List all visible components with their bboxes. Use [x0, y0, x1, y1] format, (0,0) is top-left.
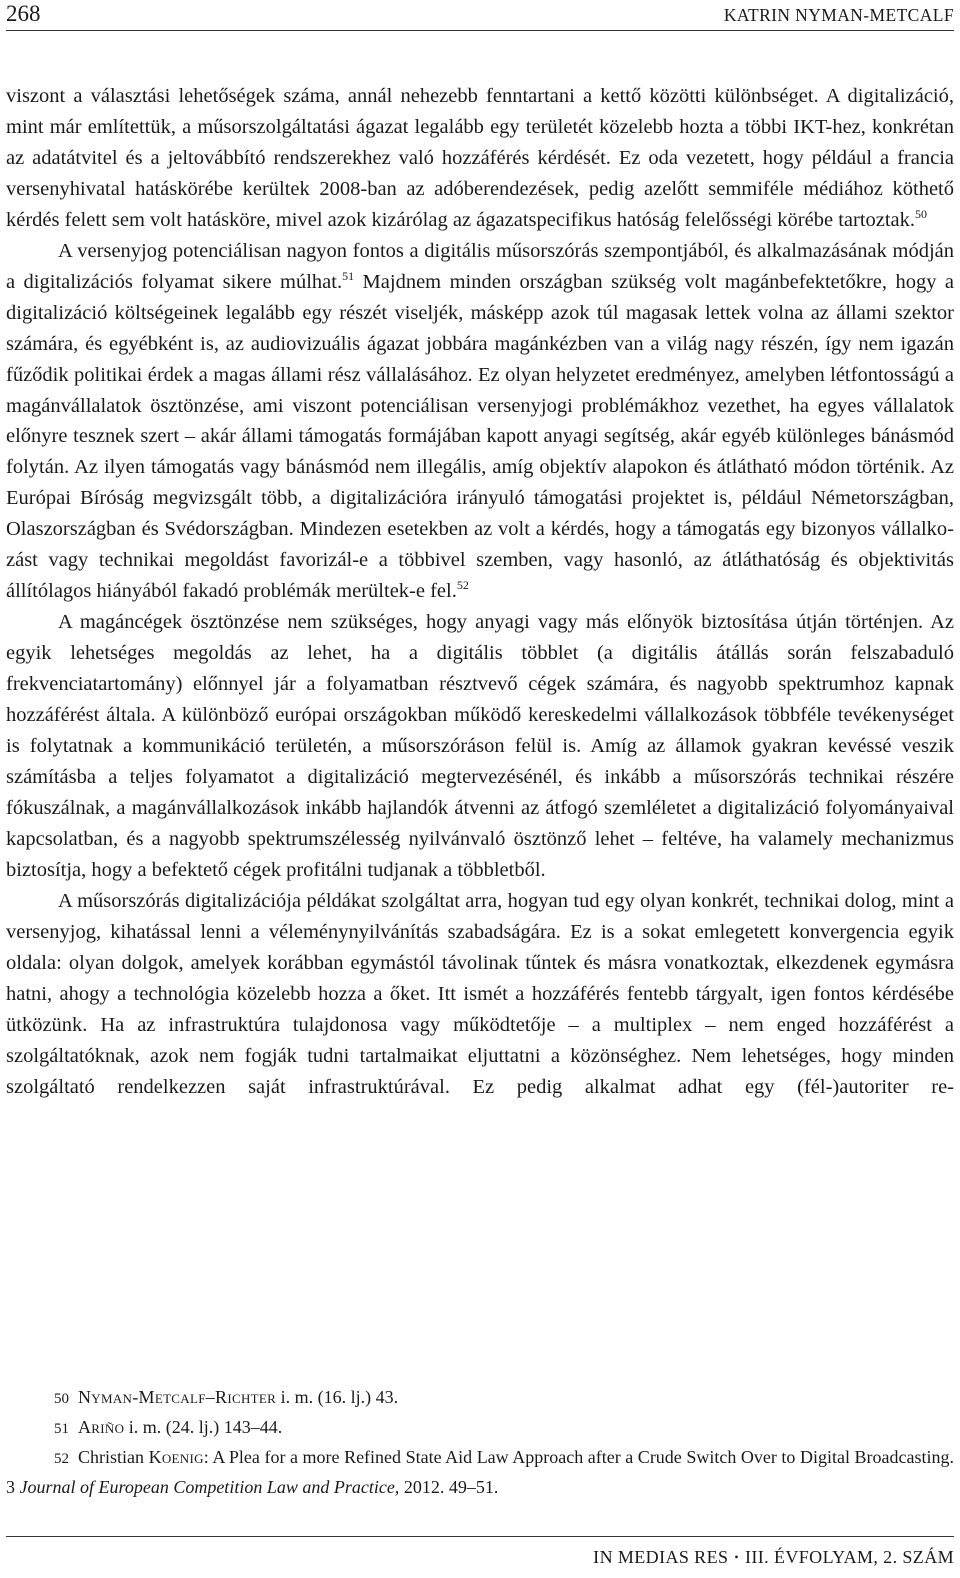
footnote-ref-50: 50	[915, 206, 928, 221]
footnote-number: 50	[54, 1391, 69, 1407]
footnote-text: Christian	[78, 1447, 149, 1467]
footnote-51	[6, 1413, 954, 1443]
footnote-number: 52	[54, 1451, 69, 1467]
footnote-author: Nyman-Metcalf–Richter	[78, 1387, 277, 1407]
footnote-ref-51: 51	[342, 268, 355, 283]
paragraph-text: A magáncégek ösztönzése nem szükséges, hogy anyagi vagy más előnyök biztosítása útján történjen. Az egyik lehetséges megoldás az lehet, ha a digitális többlet (a digitális átállás során felszabaduló frekvenciatartomány) előnnyel jár a folyamatban résztvevő cégek számára, és nagyobb spektrumhoz kapnak hozzáférést általa. A különböző európai országokban működő kereskedelmi vállalkozások többféle tevékenységet is folytatnak a kommunikáció területén, a műsorszóráson felül is. Amíg az államok gyakran kevéssé veszik számításba a teljes folyamatot a digitalizáció megtervezésénél, és inkább a műsorszórás technikai részére fókuszálnak, a magánvállalkozások inkább hajlandók átvenni az átfogó szemléletet a digitalizáció folyományaival kapcsolatban, és a nagyobb spektrumszélesség nyilvánvaló ösztönző lehet – feltéve, ha valamely mechanizmus biztosítja, hogy a befektető cégek profitálni tudjanak a többletből.	[6, 611, 954, 881]
bullet-separator: •	[734, 1550, 739, 1564]
paragraph-2	[6, 236, 954, 607]
footnote-author: Ariño	[78, 1417, 125, 1437]
footnote-50	[6, 1383, 954, 1413]
footnote-text: i. m. (24. lj.) 143–44.	[124, 1417, 283, 1437]
footer-journal-info	[593, 1547, 954, 1568]
footnote-author: Koenig	[148, 1447, 204, 1467]
footer-journal-name: IN MEDIAS RES	[593, 1547, 729, 1567]
footnote-number: 51	[54, 1421, 69, 1437]
paragraph-3	[6, 607, 954, 886]
page-footer	[6, 1536, 954, 1578]
paragraph-1	[6, 81, 954, 236]
footer-issue: III. ÉVFOLYAM, 2. SZÁM	[745, 1547, 954, 1567]
body-text	[6, 81, 954, 1102]
footnote-ref-52: 52	[456, 578, 469, 593]
paragraph-text: A versenyjog potenciálisan nagyon fontos a digitális műsorszórás szempontjából, és alkalmazásának módján a digitalizációs folyamat sikere múlhat.	[6, 239, 954, 293]
paragraph-text: viszont a választási lehetőségek száma, annál nehezebb fenntartani a kettő közötti különbséget. A digitalizáció, mint már említettük, a műsorszolgáltatási ágazat legalább egy területét közelebb hozta a többi IKT-hez, konkrétan az adatátvitel és a jeltovábbító rendszerekhez való hozzáférés kérdését. Ez oda vezetett, hogy például a francia versenyhivatal hatáskörébe kerültek 2008-ban az adóberendezések, pedig azelőtt semmiféle médiához köthető kérdés felett sem volt hatásköre, mivel azok kizárólag az ágazatspecifikus hatóság felelősségi körébe tartoztak.	[6, 85, 954, 231]
paragraph-4	[6, 886, 954, 1103]
footnote-text: i. m. (16. lj.) 43.	[276, 1387, 399, 1407]
page-number: 268	[6, 1, 41, 26]
paragraph-text: Majdnem minden országban szükség volt magánbefektetőkre, hogy a digitalizáció költségeinek legalább egy részét viseljék, másképp azok túl magasak lettek volna az állami szektor számára, és egyébként is, az audiovizuális ágazat jobbára magánkézben van a világ nagy részén, így nem igazán fűződik politikai érdek a magas állami rész vállalásához. Ez olyan helyzetet eredményez, amelyben létfontosságú a magánvállalatok ösztönzése, ami viszont potenciálisan versenyjogi problémákhoz vezethet, ha egyes vállalatok előnyre tesznek szert – akár állami támogatás formájában kapott anyagi segítség, akár egyéb különleges bánásmód folytán. Az ilyen támogatás vagy bánásmód nem illegális, amíg objektív alapokon és átlátható módon történik. Az Európai Bíróság megvizsgált több, a digitalizációra irányuló támogatási projektet is, például Németországban, Olaszországban és Svédországban. Mindezen esetekben az volt a kérdés, hogy a támogatás egy bizonyos vállalkozást vagy technikai megoldást favorizál-e a többivel szemben, vagy hasonló, az átláthatóság és objektivitás állítólagos hiányából fakadó problémák merültek-e fel.	[6, 270, 954, 603]
page-header	[6, 0, 954, 31]
footnote-text: 2012. 49–51.	[399, 1477, 499, 1497]
paragraph-text: A műsorszórás digitalizációja példákat szolgáltat arra, hogyan tud egy olyan konkrét, technikai dolog, mint a versenyjog, kihatással lenni a véleménynyilvánítás szabadságára. Ez is a sokat emlegetett konvergencia egyik oldala: olyan dolgok, amelyek korábban egymástól távolinak tűntek és másra vonatkoztak, elkezdenek egymásra hatni, ahogy a technológia közelebb hozza a őket. Itt ismét a hozzáférés fentebb tárgyalt, igen fontos kérdésébe ütközünk. Ha az infrastruktúra tulajdonosa vagy működtetője – a multiplex – nem enged hozzáférést a szolgáltatóknak, azok nem fogják tudni tartalmaikat eljuttatni a közönséghez. Nem lehetséges, hogy minden szolgáltató rendelkezzen saját infrastruktúrával. Ez pedig alkalmat adhat egy (fél-)autoriter re-	[6, 889, 954, 1098]
footnote-52	[6, 1443, 954, 1501]
footnote-journal-title: Journal of European Competition Law and Practice,	[19, 1477, 400, 1497]
running-head-author: KATRIN NYMAN-METCALF	[723, 5, 954, 25]
footnotes	[6, 1383, 954, 1501]
footnote-text: : A Plea for a more Refined State Aid Law Approach after a Crude Switch Over to Digital Broadcasting. 3	[6, 1447, 955, 1497]
